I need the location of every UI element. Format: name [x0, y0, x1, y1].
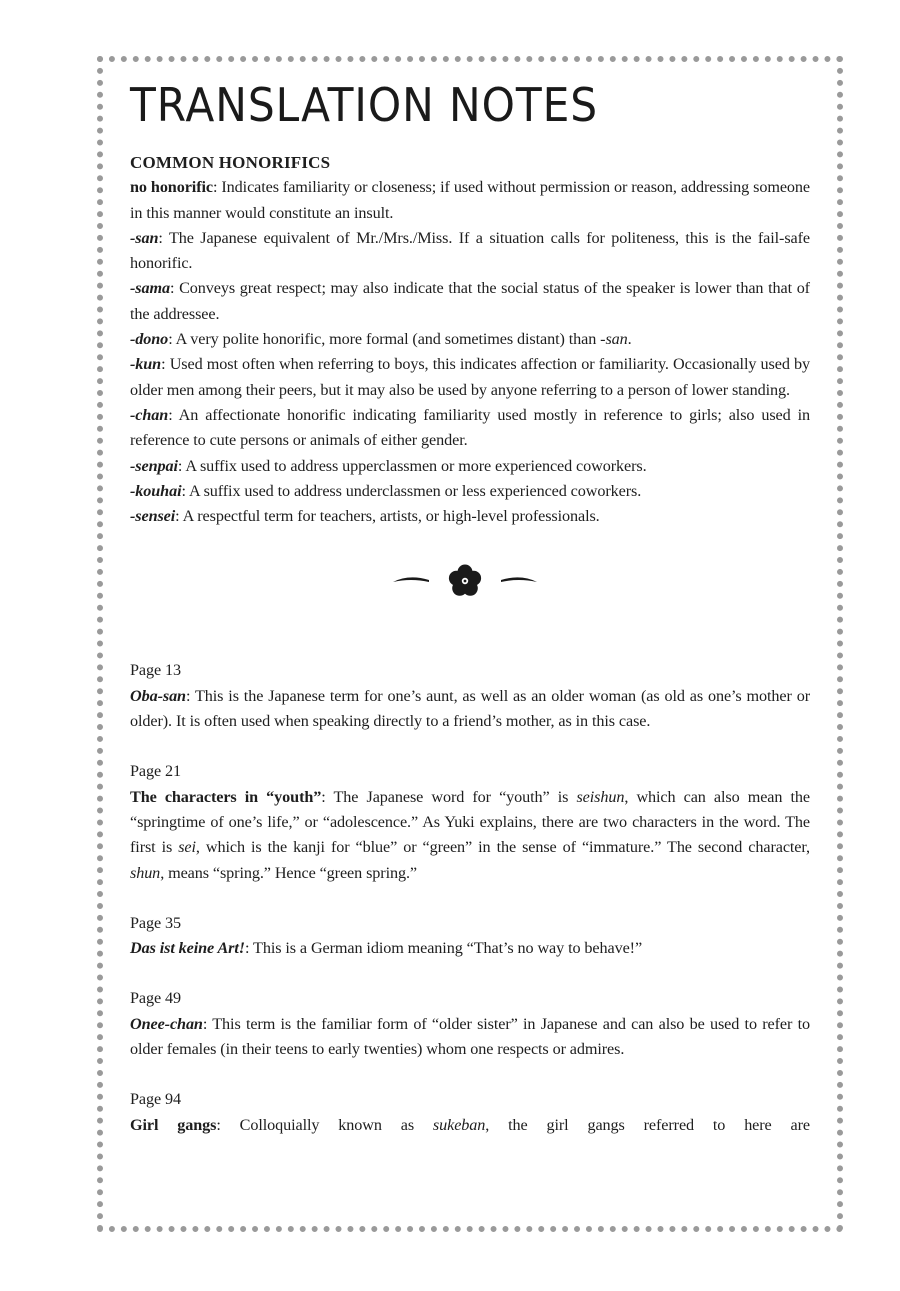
note-page-21: [130, 759, 810, 885]
honorific-entry: -sama: Conveys great respect; may also indicate that the social status of the speaker is lower than that of the addressee.: [130, 279, 810, 323]
honorific-definition: Indicates familiarity or closeness; if used without permission or reason, addressing someone in this manner would constitute an insult.: [130, 178, 810, 222]
note-text-emphasis: sei: [178, 838, 196, 857]
honorific-term: no honorific: [130, 178, 213, 197]
honorifics-heading: COMMON HONORIFICS: [130, 153, 331, 172]
honorific-definition: A suffix used to address underclassmen or less experienced coworkers.: [188, 481, 642, 500]
honorific-entry: -kun: Used most often when referring to boys, this indicates affection or familiarity. Occasionally used by older men among their peers, but it may also be used by anyone referring to a person of lower standing.: [130, 355, 810, 399]
honorific-definition: Used most often when referring to boys, this indicates affection or familiarity. Occasionally used by older men among their peers, but it may also be used by anyone referring to a person of lower standing.: [130, 355, 810, 399]
note-page-94: [130, 1087, 810, 1138]
honorific-term: -kun: [130, 355, 162, 374]
honorific-term: -chan: [130, 405, 169, 424]
honorific-definition: The Japanese equivalent of Mr./Mrs./Miss. If a situation calls for politeness, this is the fail-safe honorific.: [130, 228, 810, 273]
honorific-definition: A very polite honorific, more formal (and sometimes distant) than: [175, 330, 601, 349]
note-term: Oba-san: [130, 686, 186, 705]
note-text: Colloquially known as: [239, 1115, 433, 1134]
honorific-entry: -senpai: A suffix used to address upperclassmen or more experienced coworkers.: [130, 456, 647, 475]
note-entry: The characters in “youth”: The Japanese word for “youth” is seishun, which can also mean the “springtime of one’s life,” or “adolescence.” As Yuki explains, there are two characters in the word. The first is sei, which is the kanji for “blue” or “green” in the sense of “immature.” The second character, shun, means “spring.” Hence “green spring.”: [130, 787, 810, 882]
honorific-entry: -sensei: A respectful term for teachers, artists, or high-level professionals.: [130, 507, 600, 526]
note-term: Onee-chan: [130, 1014, 203, 1033]
honorific-entry: no honorific: Indicates familiarity or closeness; if used without permission or reason, addressing someone in this manner would constitute an insult.: [130, 178, 810, 222]
honorific-entry: -kouhai: A suffix used to address underclassmen or less experienced coworkers.: [130, 481, 642, 500]
honorific-definition: A respectful term for teachers, artists, or high-level professionals.: [182, 507, 600, 526]
honorific-entry: -san: The Japanese equivalent of Mr./Mrs./Miss. If a situation calls for politeness, this is the fail-safe honorific.: [130, 228, 810, 273]
honorific-term: -senpai: [130, 456, 178, 475]
note-page-35: [130, 911, 810, 962]
note-page-number: Page 35: [130, 913, 182, 932]
honorific-definition-end: .: [627, 330, 632, 349]
note-entry: Girl gangs: Colloquially known as sukeban, the girl gangs referred to here are: [130, 1115, 810, 1134]
content-body: [130, 150, 810, 1138]
honorific-term: -sama: [130, 279, 170, 298]
note-page-49: [130, 986, 810, 1062]
note-page-number: Page 13: [130, 661, 182, 680]
note-term: The characters in “youth”: [130, 787, 322, 806]
page-title: TRANSLATION NOTES: [130, 78, 599, 132]
note-term: Girl gangs: [130, 1115, 217, 1134]
note-entry: Onee-chan: This term is the familiar form of “older sister” in Japanese and can also be used to refer to older females (in their teens to early twenties) whom one respects or admires.: [130, 1014, 810, 1059]
note-text: , means “spring.” Hence “green spring.”: [160, 863, 417, 882]
note-text: This is the Japanese term for one’s aunt, as well as an older woman (as old as one’s mother or older). It is often used when speaking directly to a friend’s mother, as in this case.: [130, 686, 810, 731]
note-page-number: Page 94: [130, 1090, 182, 1109]
note-text: This is a German idiom meaning “That’s no way to behave!”: [253, 939, 643, 958]
honorific-term: -san: [130, 228, 159, 247]
flower-divider: [120, 529, 810, 633]
honorific-entry: -chan: An affectionate honorific indicating familiarity used mostly in reference to girls; also used in reference to cute persons or animals of either gender.: [130, 405, 811, 450]
honorific-term: -kouhai: [130, 481, 182, 500]
note-text: The Japanese word for “youth” is: [333, 787, 577, 806]
flower-ornament-icon: [385, 561, 545, 601]
honorific-entry: -dono: A very polite honorific, more formal (and sometimes distant) than -san.: [130, 330, 632, 349]
note-page-13: [130, 658, 810, 734]
note-text-emphasis: sukeban: [432, 1115, 486, 1134]
note-text: , which is the kanji for “blue” or “green” in the sense of “immature.” The second character,: [195, 838, 810, 857]
honorific-definition: An affectionate honorific indicating familiarity used mostly in reference to girls; also used in reference to cute persons or animals of either gender.: [130, 405, 811, 450]
honorific-definition: Conveys great respect; may also indicate that the social status of the speaker is lower than that of the addressee.: [130, 279, 810, 323]
note-entry: Das ist keine Art!: This is a German idiom meaning “That’s no way to behave!”: [130, 939, 643, 958]
note-text: , which can also mean the “springtime of one’s life,” or “adolescence.” As Yuki explains, there are two characters in the word. The first is: [130, 787, 810, 857]
note-text: , the girl gangs referred to here are: [485, 1115, 810, 1134]
note-entry: Oba-san: This is the Japanese term for one’s aunt, as well as an older woman (as old as one’s mother or older). It is often used when speaking directly to a friend’s mother, as in this case.: [130, 686, 810, 731]
honorific-term: -sensei: [130, 507, 176, 526]
note-text: This term is the familiar form of “older sister” in Japanese and can also be used to refer to older females (in their teens to early twenties) whom one respects or admires.: [130, 1014, 810, 1059]
note-text-emphasis: seishun: [576, 787, 625, 806]
honorific-definition: A suffix used to address upperclassmen or more experienced coworkers.: [185, 456, 647, 475]
note-page-number: Page 49: [130, 989, 182, 1008]
note-page-number: Page 21: [130, 762, 182, 781]
honorific-definition-emphasis: -san: [600, 330, 628, 349]
honorific-term: -dono: [130, 330, 169, 349]
note-text-emphasis: shun: [130, 863, 161, 882]
note-term: Das ist keine Art!: [130, 939, 245, 958]
